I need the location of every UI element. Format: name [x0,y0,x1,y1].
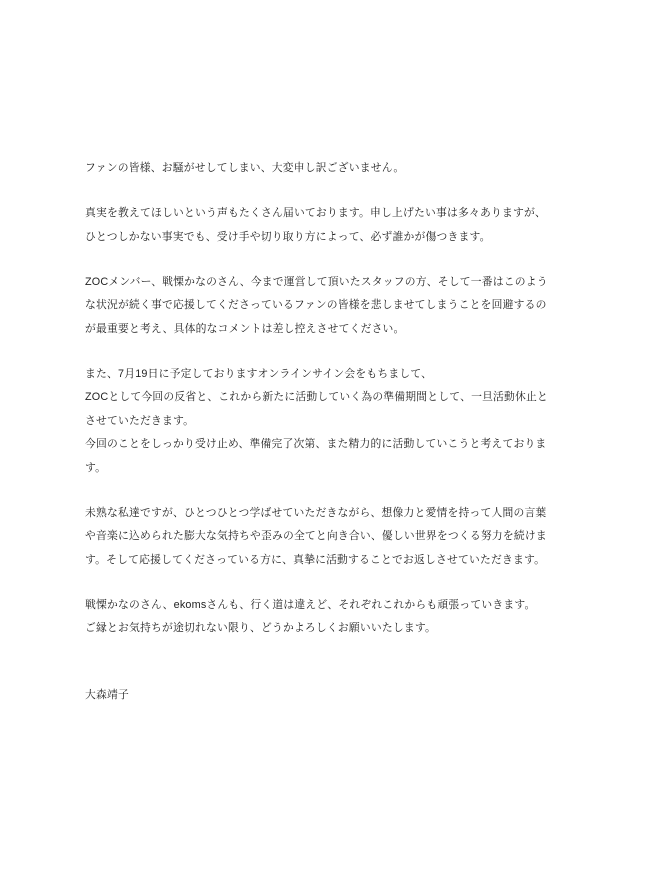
text-line: な状況が続く事で応援してくださっているファンの皆様を悲しませてしまうことを回避するの [85,299,547,311]
text-line: や音楽に込められた膨大な気持ちや歪みの全てと向き合い、優しい世界をつくる努力を続けま [85,530,547,542]
text-line: が最重要と考え、具体的なコメントは差し控えさせてください。 [85,322,405,335]
text-line: ひとつしかない事実でも、受け手や切り取り方によって、必ず誰かが傷つきます。 [85,230,491,243]
paragraph [85,502,585,573]
text-line: す。 [85,461,107,474]
paragraph [85,363,585,481]
letter-body [85,157,585,708]
paragraph [85,202,585,249]
text-line: ファンの皆様、お騒がせしてしまい、大変申し訳ございません。 [85,162,405,174]
text-line: ZOCメンバー、戦慄かなのさん、今まで運営して頂いたスタッフの方、そして一番はこのよう [85,275,548,288]
text-line: ご縁とお気持ちが途切れない限り、どうかよろしくお願いいたします。 [85,622,437,634]
text-line: す。そして応援してくださっている方に、真摯に活動することでお返しさせていただきます。 [85,553,546,566]
text-line: また、7月19日に予定しておりますオンラインサイン会をもちまして、 [85,367,433,380]
paragraph [85,271,585,342]
text-line: 未熟な私達ですが、ひとつひとつ学ばせていただきながら、想像力と愛情を持って人間の言葉 [85,506,547,519]
signature: 大森靖子 [85,689,129,701]
text-line: ZOCとして今回の反省と、これから新たに活動していく為の準備期間として、一旦活動休止と [85,391,549,403]
text-line: 真実を教えてほしいという声もたくさん届いております。申し上げたい事は多々ありますが、 [85,207,547,219]
text-line: 戦慄かなのさん、ekomsさんも、行く道は違えど、それぞれこれからも頑張っていきます。 [85,598,536,611]
text-line: 今回のことをしっかり受け止め、準備完了次第、また精力的に活動していこうと考えておりま [85,438,547,450]
paragraph [85,594,585,641]
paragraph [85,157,585,181]
text-line: させていただきます。 [85,414,195,427]
